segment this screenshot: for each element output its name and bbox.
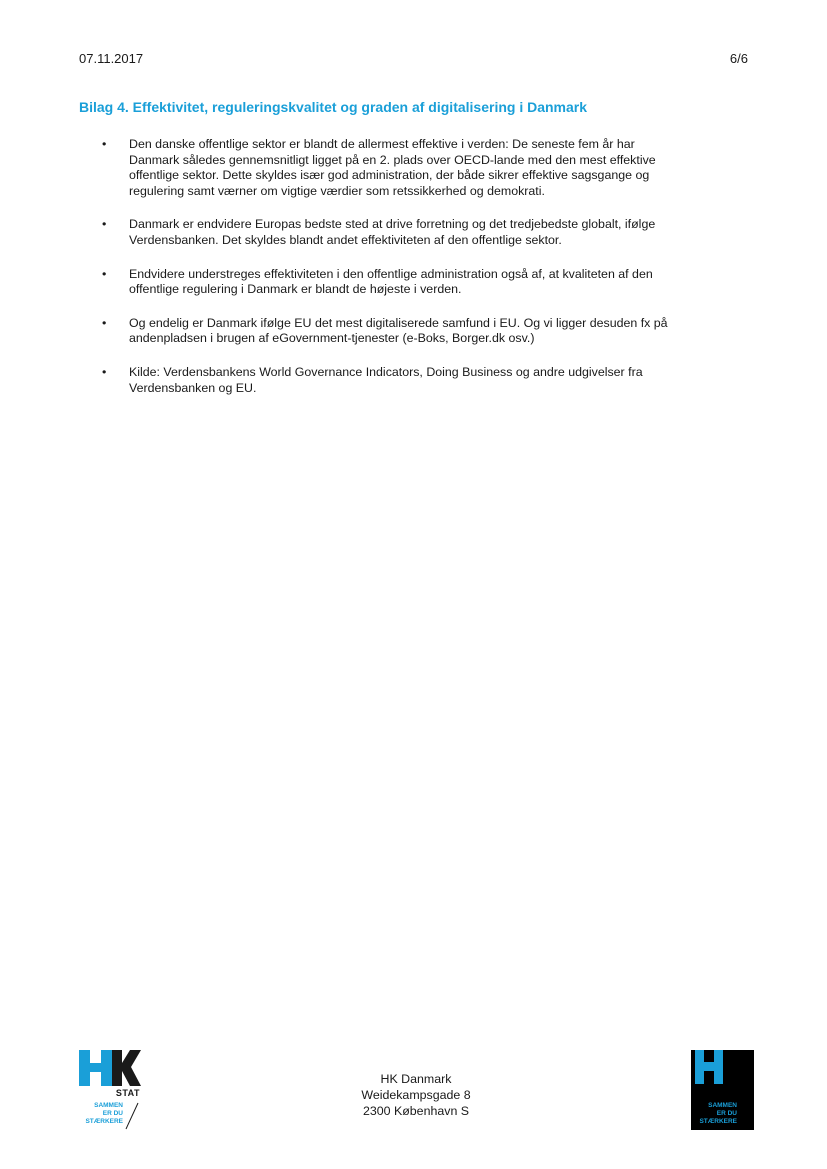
hk-logo-black [691, 1050, 754, 1130]
list-item-line: offentlige sektor. Dette skyldes især god administration, der både sikrer effektive sagsgange og [129, 168, 650, 183]
list-item [79, 316, 759, 347]
bullet-list [79, 137, 759, 414]
slogan-line: SAMMEN [708, 1102, 737, 1109]
bullet-marker: • [102, 137, 107, 151]
list-item-line: Danmark er endvidere Europas bedste sted at drive forretning og det tredjebedste globalt, ifølge [129, 217, 656, 232]
hk-h-letter-icon [695, 1050, 723, 1084]
bullet-marker: • [102, 217, 107, 232]
slogan-line: STÆRKERE [699, 1118, 737, 1125]
list-item-line: offentlige regulering i Danmark er blandt de højeste i verden. [129, 282, 462, 297]
list-item-line: Verdensbanken. Det skyldes blandt andet effektiviteten af den offentlige sektor. [129, 232, 562, 247]
document-title: Bilag 4. Effektivitet, reguleringskvalitet og graden af digitalisering i Danmark [79, 99, 588, 115]
list-item-line: regulering samt værner om vigtige værdier som retssikkerhed og demokrati. [129, 183, 545, 198]
footer-street: Weidekampsgade 8 [361, 1087, 471, 1102]
list-item [79, 267, 759, 298]
footer-city: 2300 København S [362, 1103, 470, 1118]
list-item [79, 217, 759, 248]
list-item-line: andenpladsen i brugen af eGovernment-tjenester (e-Boks, Borger.dk osv.) [129, 331, 535, 346]
footer-address [280, 1072, 552, 1119]
logo-slogan [691, 1102, 737, 1126]
list-item-line: Endvidere understreges effektiviteten i den offentlige administration også af, at kvaliteten af den [129, 266, 653, 281]
slogan-line: STÆRKERE [85, 1118, 123, 1125]
slogan-line: ER DU [102, 1110, 123, 1117]
page-number: 6/6 [729, 51, 748, 66]
list-item [79, 365, 759, 396]
list-item [79, 137, 759, 199]
slogan-line: ER DU [716, 1110, 737, 1117]
logo-slogan [79, 1102, 123, 1126]
bullet-marker: • [102, 364, 107, 379]
bullet-marker: • [102, 315, 107, 330]
logo-subtitle: STAT [115, 1088, 140, 1098]
footer-org: HK Danmark [380, 1072, 452, 1086]
hk-stat-logo [79, 1050, 149, 1132]
list-item-line: Verdensbanken og EU. [129, 380, 257, 395]
list-item-line: Den danske offentlige sektor er blandt de allermest effektive i verden: De seneste fem år har [129, 137, 635, 151]
hk-k-letter-icon [109, 1050, 141, 1086]
list-item-line: Danmark således gennemsnitligt ligget på en 2. plads over OECD-lande med den mest effektive [129, 152, 656, 167]
list-item-line: Kilde: Verdensbankens World Governance Indicators, Doing Business og andre udgivelser fra [129, 364, 643, 379]
bullet-marker: • [102, 266, 107, 281]
slogan-line: SAMMEN [94, 1102, 123, 1109]
slash-icon [125, 1102, 139, 1130]
header-date: 07.11.2017 [79, 51, 144, 66]
list-item-line: Og endelig er Danmark ifølge EU det mest digitaliserede samfund i EU. Og vi ligger desuden fx på [129, 315, 668, 330]
